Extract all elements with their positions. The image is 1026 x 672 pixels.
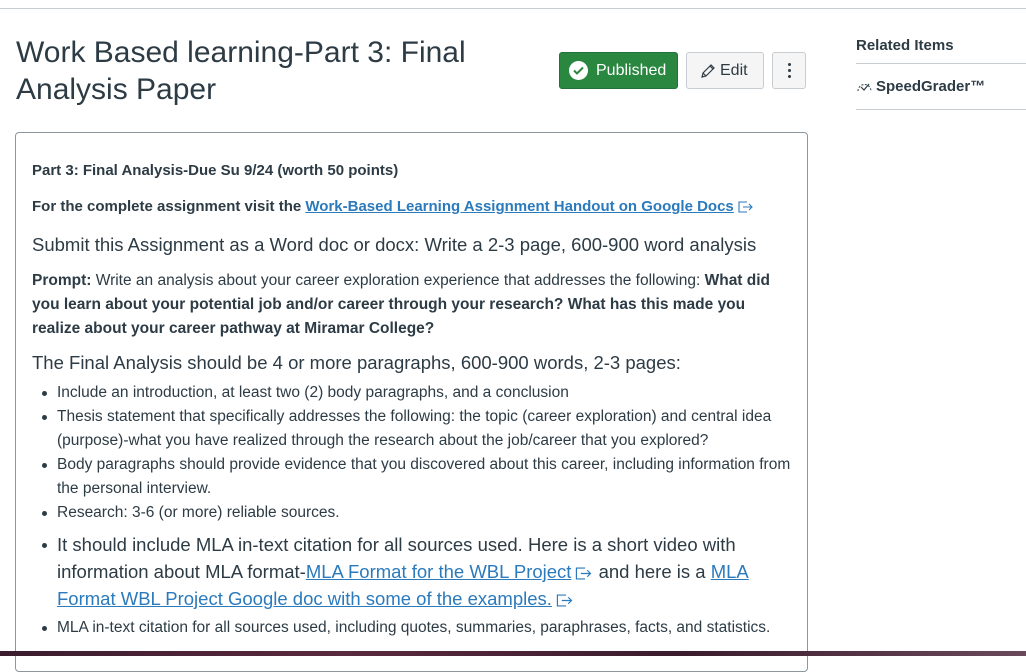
due-heading: Part 3: Final Analysis-Due Su 9/24 (worth 50 points) xyxy=(32,162,399,179)
check-circle-icon xyxy=(569,61,588,80)
published-button[interactable] xyxy=(559,52,678,89)
edit-label: Edit xyxy=(720,61,748,79)
pencil-icon xyxy=(700,63,716,79)
prompt-question: What did you learn about your potential job and/or career through your research? What has this made you realize about your career pathway at Miramar College? xyxy=(32,272,771,337)
top-divider xyxy=(0,8,1026,9)
taskbar-edge xyxy=(0,651,1026,656)
external-link-icon xyxy=(575,567,593,580)
requirements-list xyxy=(40,381,791,640)
sidebar-item-speedgrader[interactable] xyxy=(856,64,1026,110)
list-item: MLA in-text citation for all sources used, including quotes, summaries, paraphrases, facts, and statistics. xyxy=(40,616,791,640)
more-options-button[interactable] xyxy=(772,52,806,89)
related-items-sidebar xyxy=(856,28,1026,110)
speedgrader-label: SpeedGrader™ xyxy=(876,78,986,95)
kebab-icon xyxy=(788,63,791,78)
published-label: Published xyxy=(596,61,667,79)
header-actions xyxy=(559,52,806,89)
external-link-icon xyxy=(556,594,574,607)
submit-instructions: Submit this Assignment as a Word doc or docx: Write a 2-3 page, 600-900 word analysis xyxy=(32,234,757,255)
mla-video-link[interactable]: MLA Format for the WBL Project xyxy=(305,561,572,582)
list-item: Thesis statement that specifically addresses the following: the topic (career exploration) and central idea (purpose)-what you have realized through the research about the job/career that you explored? xyxy=(40,405,791,453)
list-item-mla: It should include MLA in-text citation for all sources used. Here is a short video with information about MLA format-MLA Format for the WBL Project and here is a MLA Format WBL Project Google doc with some of the examples. xyxy=(40,531,791,612)
edit-button[interactable] xyxy=(686,52,764,89)
list-item: Research: 3-6 (or more) reliable sources. xyxy=(40,501,791,525)
page-title: Work Based learning-Part 3: Final Analysis Paper xyxy=(16,36,466,106)
list-item: Include an introduction, at least two (2) body paragraphs, and a conclusion xyxy=(40,381,791,405)
related-items-title: Related Items xyxy=(856,28,1026,64)
external-link-icon xyxy=(738,201,754,213)
complete-assignment-line: For the complete assignment visit the Work-Based Learning Assignment Handout on Google Docs xyxy=(32,197,791,217)
prompt-label: Prompt: xyxy=(32,272,92,289)
mla-doc-link[interactable]: MLA Format WBL Project Google doc with some of the examples. xyxy=(57,561,749,609)
speedgrader-icon xyxy=(856,80,873,94)
prompt-paragraph: Prompt: Write an analysis about your career exploration experience that addresses the following: What did you learn about your potential job and/or career through your research? What has this made you realize about your career pathway at Miramar College? xyxy=(32,272,771,337)
assignment-description xyxy=(15,132,808,672)
handout-link[interactable]: Work-Based Learning Assignment Handout on Google Docs xyxy=(305,198,734,215)
list-item: Body paragraphs should provide evidence that you discovered about this career, including information from the personal interview. xyxy=(40,453,791,501)
final-analysis-heading: The Final Analysis should be 4 or more paragraphs, 600-900 words, 2-3 pages: xyxy=(32,352,681,373)
